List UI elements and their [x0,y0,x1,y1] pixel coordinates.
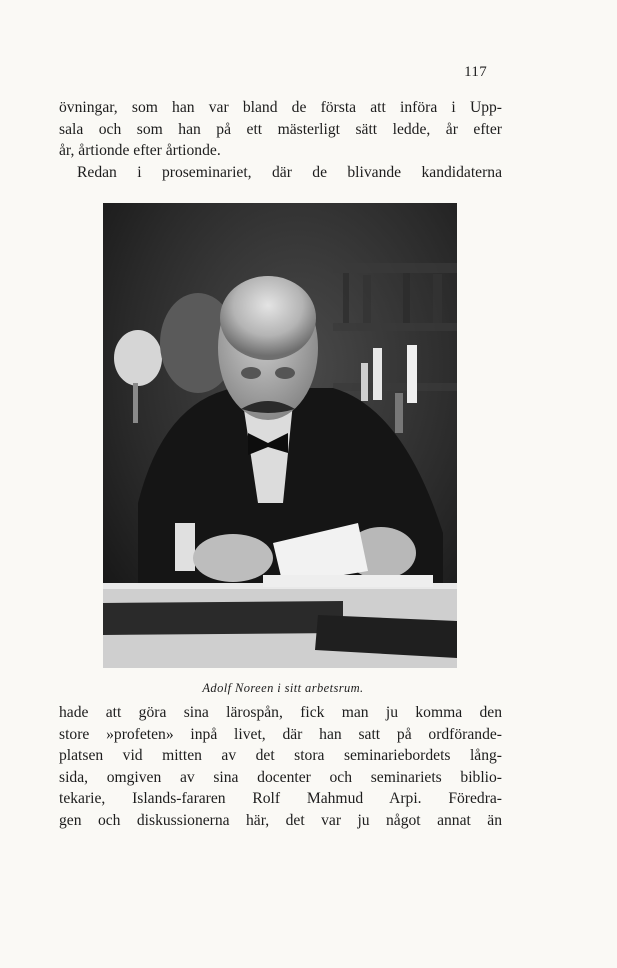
body-text-top [59,97,502,183]
portrait-photo [103,203,457,668]
text-line: store »profeten» inpå livet, där han satt på ordförande- [59,725,502,743]
page-number: 117 [464,64,487,80]
text-line: övningar, som han var bland de första att införa i Upp- [59,99,502,116]
text-line: tekarie, Islands-fararen Rolf Mahmud Arpi. Föredra- [59,790,502,807]
text-line: platsen vid mitten av det stora seminariebordets lång- [59,747,502,764]
text-line: sala och som han på ett mästerligt sätt ledde, år efter [59,120,502,138]
text-line: år, årtionde efter årtionde. [59,142,221,159]
text-line: sida, omgiven av sina docenter och seminariets biblio- [59,768,502,786]
text-line: Redan i proseminariet, där de blivande kandidaterna [77,163,502,181]
photo-caption: Adolf Noreen i sitt arbetsrum. [202,681,364,695]
text-line: gen och diskussionerna här, det var ju något annat än [59,811,502,829]
body-text-bottom [59,702,502,831]
text-line: hade att göra sina lärospån, fick man ju komma den [59,704,502,721]
